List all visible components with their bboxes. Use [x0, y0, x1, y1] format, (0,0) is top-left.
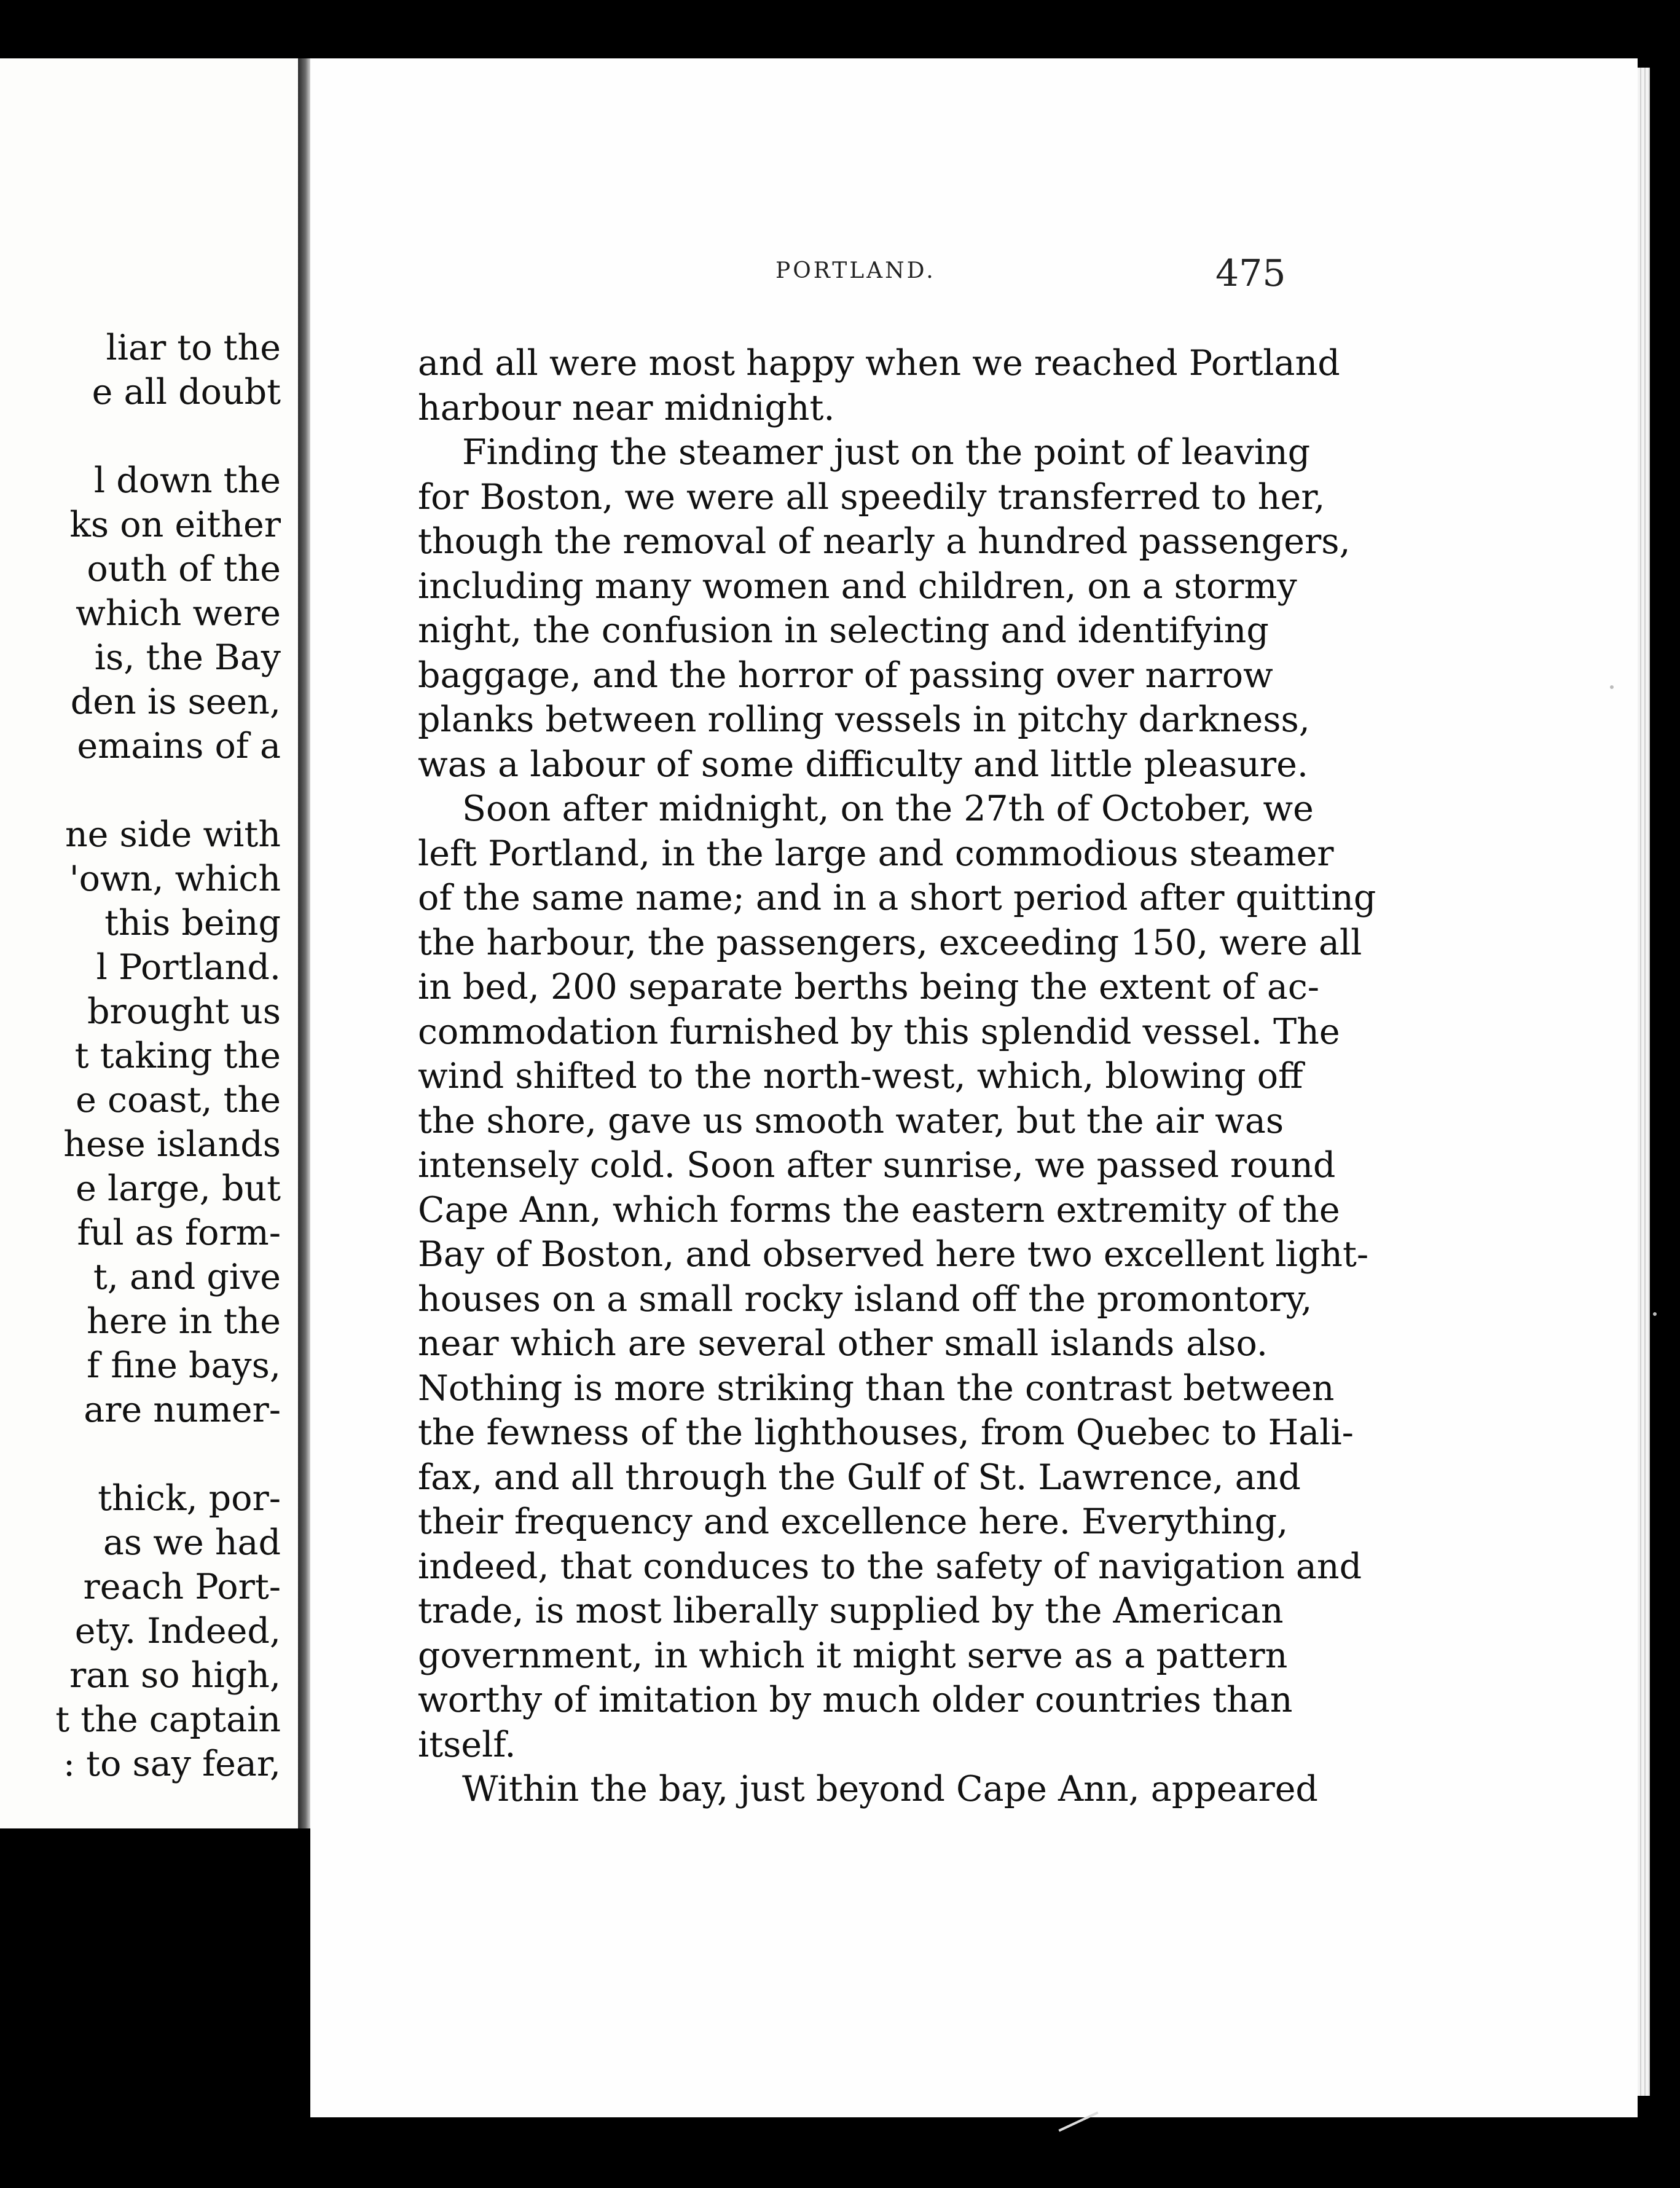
text-line: wind shifted to the north-west, which, blowing off: [418, 1056, 1303, 1096]
left-page-line: f fine bays,: [87, 1345, 281, 1386]
left-page: [0, 58, 298, 1828]
text-line: planks between rolling vessels in pitchy darkness,: [418, 699, 1310, 740]
left-page-line: outh of the: [87, 549, 281, 589]
text-line: Soon after midnight, on the 27th of October, we: [462, 789, 1314, 829]
left-page-line: here in the: [87, 1301, 281, 1342]
left-page-line: [55, 414, 281, 458]
left-page-line: ful as form-: [77, 1213, 281, 1253]
text-line: commodation furnished by this splendid vessel. The: [418, 1011, 1340, 1052]
left-page-line: e large, but: [76, 1168, 281, 1209]
left-page-line: [55, 768, 281, 813]
text-line: the harbour, the passengers, exceeding 150, were all: [418, 922, 1362, 963]
left-page-line: as we had: [92, 1522, 281, 1563]
text-line: including many women and children, on a stormy: [418, 565, 1297, 607]
left-page-line: e all doubt: [92, 372, 281, 412]
text-line: Bay of Boston, and observed here two excellent light-: [418, 1234, 1369, 1275]
left-page-line: ks on either: [69, 505, 281, 545]
text-line: intensely cold. Soon after sunrise, we passed round: [418, 1145, 1336, 1186]
text-line: left Portland, in the large and commodious steamer: [418, 833, 1334, 874]
left-page-line: t the captain: [55, 1699, 281, 1740]
left-page-line: this being: [93, 903, 281, 943]
running-head: PORTLAND.: [775, 258, 936, 283]
text-line: houses on a small rocky island off the promontory,: [418, 1278, 1313, 1320]
text-line: Cape Ann, which forms the eastern extremity of the: [418, 1189, 1340, 1230]
speck: [1610, 685, 1614, 689]
text-line: trade, is most liberally supplied by the American: [418, 1591, 1284, 1631]
left-page-line: ran so high,: [58, 1655, 281, 1696]
text-line: their frequency and excellence here. Everything,: [418, 1501, 1289, 1542]
left-page-line: hese islands: [63, 1124, 281, 1165]
text-line: the shore, gave us smooth water, but the air was: [418, 1100, 1284, 1141]
text-line: worthy of imitation by much older countries than: [418, 1680, 1293, 1720]
text-line: Nothing is more striking than the contrast between: [418, 1368, 1335, 1409]
text-line: and all were most happy when we reached Portland: [418, 343, 1340, 384]
book-gutter: [298, 58, 310, 1828]
left-page-line: den is seen,: [70, 682, 281, 722]
text-line: government, in which it might serve as a pattern: [418, 1635, 1288, 1676]
left-page-line: e coast, the: [76, 1080, 281, 1120]
text-line: itself.: [418, 1724, 516, 1765]
text-line: baggage, and the horror of passing over narrow: [418, 655, 1273, 696]
text-line: was a labour of some difficulty and little pleasure.: [418, 744, 1309, 785]
text-line: near which are several other small islands also.: [418, 1323, 1268, 1364]
page-number: 475: [1215, 252, 1286, 295]
text-line: harbour near midnight.: [418, 387, 835, 428]
text-line: the fewness of the lighthouses, from Quebec to Hali-: [418, 1412, 1354, 1453]
text-line: Finding the steamer just on the point of leaving: [462, 432, 1311, 473]
left-page-line: is, the Bay: [94, 637, 281, 678]
speck: [1653, 1312, 1657, 1316]
text-line: of the same name; and in a short period after quitting: [418, 878, 1376, 918]
left-page-line: t taking the: [74, 1036, 281, 1076]
left-page-line: : to say fear,: [63, 1744, 281, 1784]
text-line: though the removal of nearly a hundred passengers,: [418, 521, 1351, 562]
left-page-line: [55, 1432, 281, 1476]
text-line: fax, and all through the Gulf of St. Lawrence, and: [418, 1457, 1301, 1498]
left-page-line: l down the: [93, 460, 281, 501]
left-page-line: l Portland.: [96, 947, 281, 988]
body-text: [418, 341, 1376, 1812]
left-page-text: [55, 326, 281, 1786]
text-line: indeed, that conduces to the safety of navigation and: [418, 1546, 1362, 1587]
left-page-line: 'own, which: [69, 859, 281, 899]
left-page-line: brought us: [76, 991, 281, 1032]
left-page-line: ety. Indeed,: [74, 1611, 281, 1651]
left-page-line: emains of a: [77, 726, 281, 766]
left-page-line: t, and give: [93, 1257, 281, 1297]
text-line: night, the confusion in selecting and identifying: [418, 610, 1269, 651]
left-page-line: liar to the: [106, 328, 281, 368]
left-page-line: thick, por-: [87, 1478, 281, 1519]
left-page-line: are numer-: [73, 1390, 281, 1430]
left-page-line: which were: [64, 593, 281, 634]
text-line: for Boston, we were all speedily transferred to her,: [418, 476, 1325, 517]
left-page-line: reach Port-: [72, 1567, 281, 1607]
text-line: Within the bay, just beyond Cape Ann, appeared: [462, 1769, 1318, 1809]
left-page-line: ne side with: [65, 814, 281, 855]
text-line: in bed, 200 separate berths being the extent of ac-: [418, 967, 1319, 1007]
